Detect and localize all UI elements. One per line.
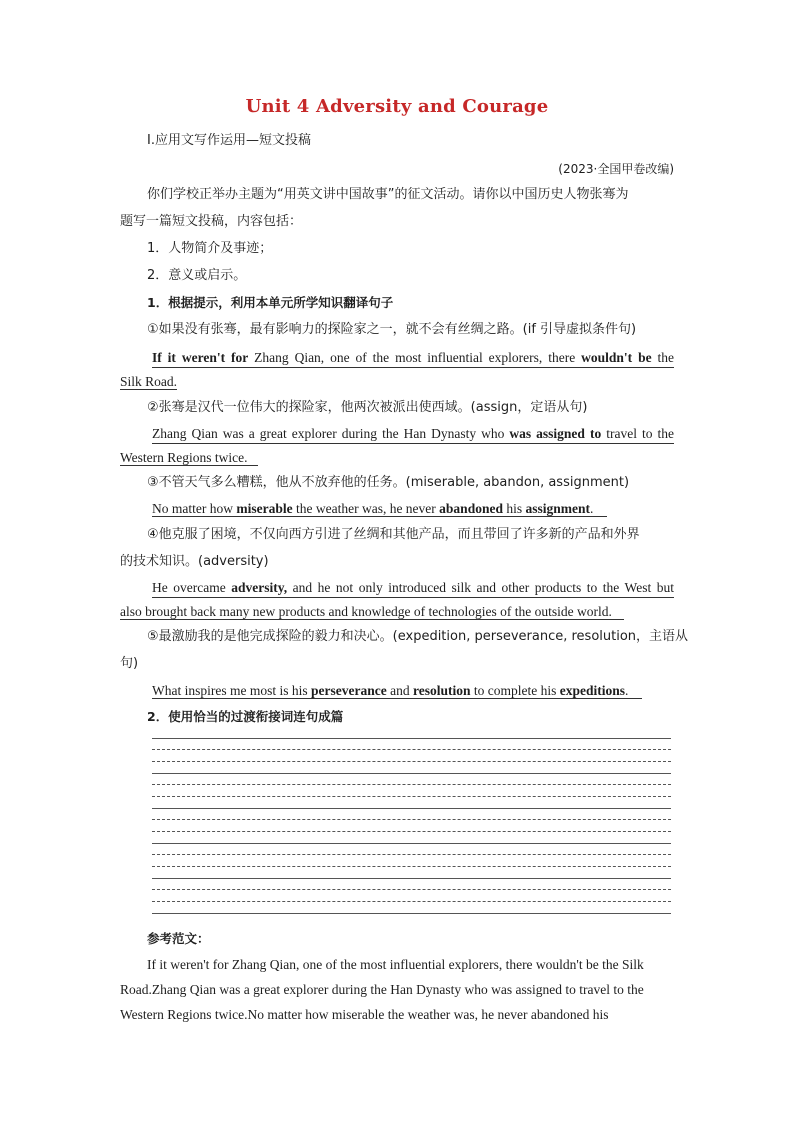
answer-keyword: expeditions (559, 683, 625, 698)
prompt-line-1: 你们学校正举办主题为“用英文讲中国故事”的征文活动。请你以中国历史人物张骞为 (147, 187, 629, 202)
sample-essay-line-3: Western Regions twice.No matter how miserable the weather was, he never abandoned his (120, 1007, 609, 1022)
writing-line (152, 878, 671, 879)
writing-line (152, 854, 671, 855)
question-4-answer-line-2: also brought back many new products and knowledge of technologies of the outside world. (120, 603, 674, 621)
question-5-prompt-line-1: ⑤最激励我的是他完成探险的毅力和决心。(expedition, perseverance, resolution，主语从 (147, 629, 689, 644)
writing-line (152, 749, 671, 750)
answer-keyword: abandoned (439, 501, 503, 516)
writing-line (152, 738, 671, 739)
answer-keyword: adversity, (231, 580, 288, 595)
sample-essay-line-1: If it weren't for Zhang Qian, one of the most influential explorers, there wouldn't be the Silk (147, 957, 644, 972)
answer-keyword: resolution (412, 683, 471, 698)
prompt-point-1: 1．人物简介及事迹； (147, 241, 273, 256)
question-1-answer-line-2: Silk Road. (120, 374, 178, 389)
writing-line (152, 866, 671, 867)
prompt-point-2: 2．意义或启示。 (147, 268, 247, 283)
answer-keyword: wouldn't be (581, 350, 652, 365)
question-2-answer-line-1: Zhang Qian was a great explorer during the Han Dynasty who was assigned to travel to the (152, 425, 674, 444)
question-1-prompt: ①如果没有张骞，最有影响力的探险家之一，就不会有丝绸之路。(if 引导虚拟条件句) (147, 322, 637, 337)
writing-line (152, 843, 671, 844)
prompt-line-2: 题写一篇短文投稿，内容包括： (120, 214, 303, 229)
writing-line (152, 831, 671, 832)
writing-line (152, 761, 671, 762)
writing-line (152, 819, 671, 820)
answer-keyword: assignment (525, 501, 590, 516)
question-4-prompt-line-1: ④他克服了困境，不仅向西方引进了丝绸和其他产品，而且带回了许多新的产品和外界 (147, 527, 640, 542)
question-1-answer-line-1: If it weren't for Zhang Qian, one of the most influential explorers, there wouldn't be the (152, 349, 674, 368)
writing-line (152, 796, 671, 797)
answer-keyword: miserable (236, 501, 293, 516)
source-note: (2023·全国甲卷改编) (558, 162, 674, 176)
writing-line (152, 913, 671, 914)
page-title: Unit 4 Adversity and Courage (245, 96, 549, 117)
writing-line (152, 808, 671, 809)
writing-line (152, 901, 671, 902)
question-4-prompt-line-2: 的技术知识。(adversity) (120, 554, 269, 569)
writing-line (152, 773, 671, 774)
question-5-answer: What inspires me most is his perseverance and resolution to complete his expeditions. (152, 682, 674, 700)
question-2-answer-line-2: Western Regions twice. (120, 449, 674, 467)
writing-line (152, 784, 671, 785)
sample-essay-label: 参考范文： (147, 931, 210, 946)
task-1-heading: 1．根据提示，利用本单元所学知识翻译句子 (147, 295, 394, 310)
answer-keyword: perseverance (311, 683, 387, 698)
task-2-heading: 2．使用恰当的过渡衔接词连句成篇 (147, 709, 344, 724)
question-3-answer: No matter how miserable the weather was, he never abandoned his assignment. (152, 500, 674, 518)
sample-essay-line-2: Road.Zhang Qian was a great explorer during the Han Dynasty who was assigned to travel to the (120, 982, 644, 997)
section-heading: Ⅰ.应用文写作运用—短文投稿 (147, 133, 311, 148)
question-5-prompt-line-2: 句) (120, 656, 139, 671)
writing-line (152, 889, 671, 890)
answer-keyword: If it weren't for (152, 350, 249, 365)
question-4-answer-line-1: He overcame adversity, and he not only introduced silk and other products to the West but (152, 579, 674, 598)
answer-keyword: was assigned to (509, 426, 602, 441)
question-3-prompt: ③不管天气多么糟糕，他从不放弃他的任务。(miserable, abandon, assignment) (147, 475, 630, 490)
question-2-prompt: ②张骞是汉代一位伟大的探险家，他两次被派出使西域。(assign，定语从句) (147, 400, 588, 415)
